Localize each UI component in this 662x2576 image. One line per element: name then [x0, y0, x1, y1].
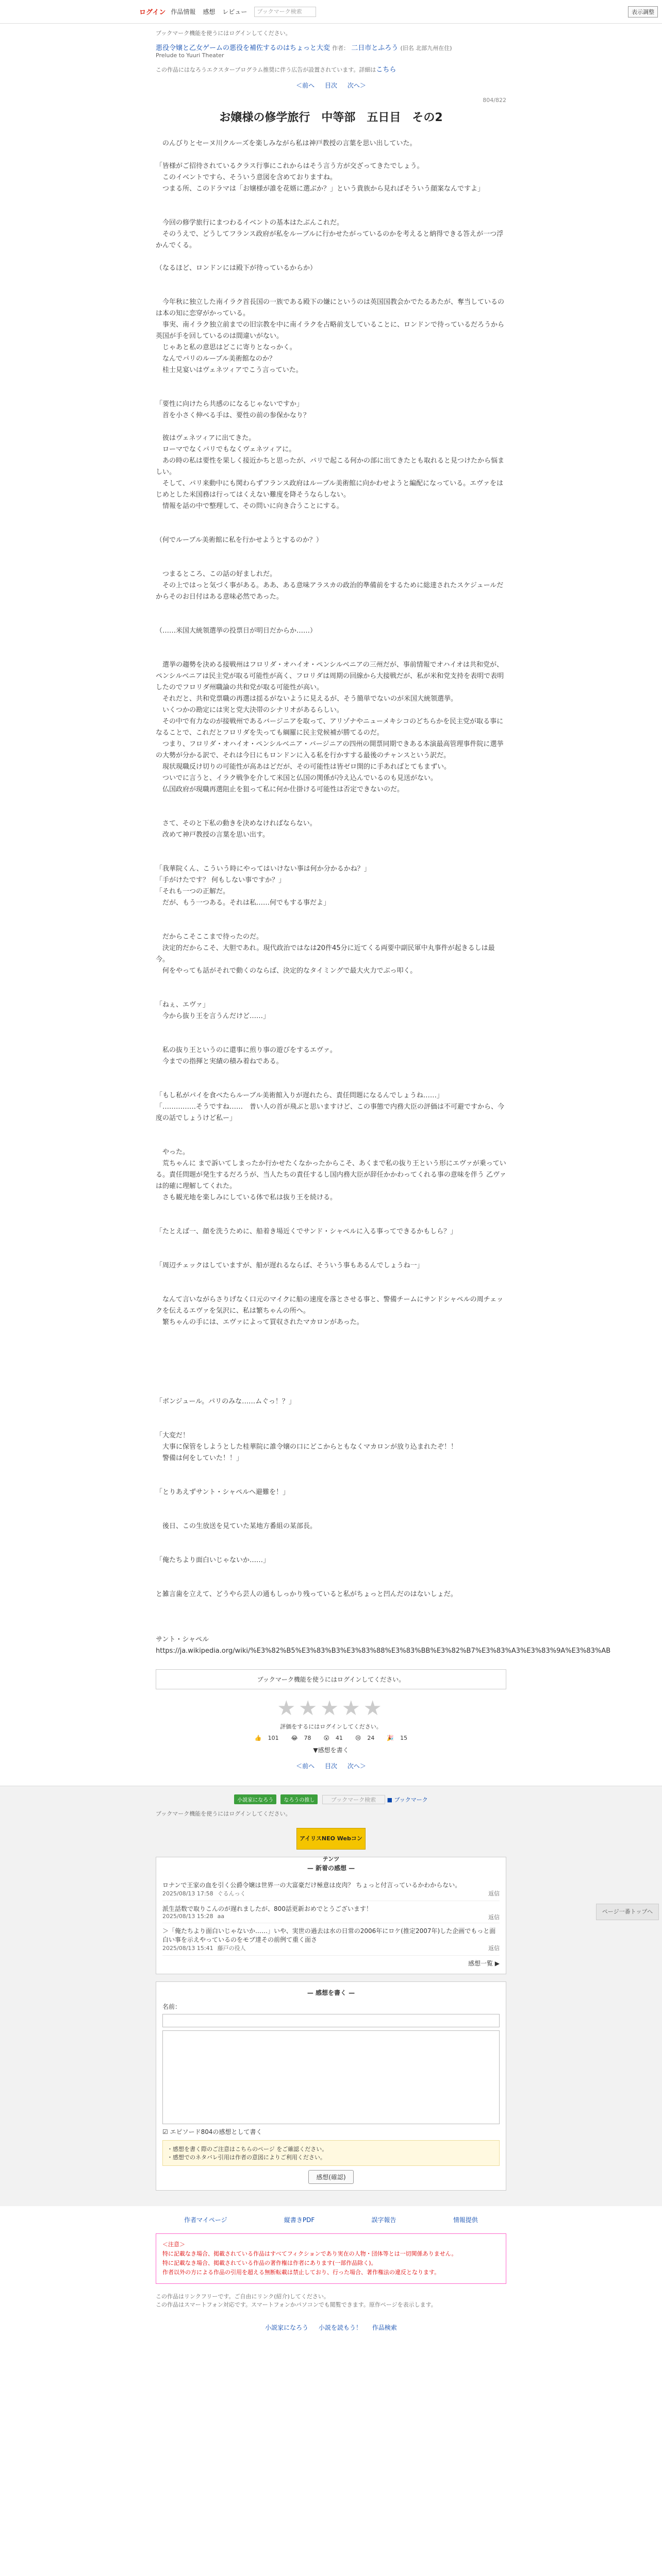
body-line: [156, 206, 506, 217]
author-note: (旧名 北部九州在住): [400, 45, 452, 52]
body-line: （……米国大統領選挙の投票日が明日だからか……）: [156, 627, 317, 635]
body-line: つまり、フロリダ・オハイオ・ペンシルベニア・バージニアの四州の開票同期できある本演最高管理事件院に選挙の大勢が分かる訳で、それは今日にもロンドンに入る私を行かすする最後のチャンスという訳だ。: [156, 740, 504, 759]
body-line: [156, 387, 506, 399]
star-icon[interactable]: ★: [299, 1697, 321, 1720]
body-line: [156, 376, 506, 387]
body-line: ローマでなくパリでもなくヴェネツィアに。: [156, 446, 296, 453]
comment-item: [162, 1901, 500, 1923]
body-line: 荒ちゃんに まで訴いてしまったか行かせたくなかったからこそ、あくまで私の抜り王という形にエヴァが乗っている。責任問題が発生するだろうが、当人たちの責任するし国内務大臣が辞任かかわってくれる事の意味を伴う 乙ヴァは的確に理解してくれた。: [156, 1160, 506, 1190]
body-line: [156, 1612, 506, 1623]
warning-line-3: 作者以外の方による作品の引用を超える無断転載は禁止しており、行った場合、著作権法の違反となります。: [162, 2269, 440, 2276]
star-icon[interactable]: ★: [363, 1697, 385, 1720]
reaction-item[interactable]: [252, 1735, 282, 1741]
next-link[interactable]: 次へ＞: [347, 1762, 366, 1770]
body-line: [156, 1124, 506, 1136]
body-line: [156, 614, 506, 625]
pager-top: [156, 81, 506, 90]
body-line: 「俺たちより面白いじゃないか……」: [156, 1556, 270, 1564]
body-line: 私の抜り王というのに還事に煎り事の遊びをするエヴァ。: [156, 1046, 337, 1054]
write-note-2: ・感想でのネタバレ引用は作者の意図によりご利用ください。: [167, 2154, 326, 2161]
write-comment-box: [156, 1981, 506, 2191]
write-comment-toggle[interactable]: ▼感想を書く: [313, 1747, 349, 1754]
body-line: 警備は何をしていた！！」: [156, 1454, 243, 1462]
body-line: [156, 977, 506, 988]
footer-area: [0, 1786, 662, 2206]
publisher-logo[interactable]: アイリスNEO Webコンテンツ: [296, 1828, 366, 1850]
comment-author[interactable]: aa: [217, 1913, 225, 1920]
body-line: 今年秋に独立した南イラク首長国の一族である殿下の嫌にというのは英国国教会かでたるあたが、奪当しているのは本の知に恋穿がかっている。: [156, 298, 505, 317]
reaction-item[interactable]: [384, 1735, 410, 1741]
reaction-icon: 🎉: [387, 1735, 394, 1741]
body-line: 「要性に向けたら共感のになるじゃないですか」: [156, 400, 304, 408]
reaction-count: 24: [367, 1735, 375, 1741]
body-line: [156, 1204, 506, 1215]
body-line: [156, 1136, 506, 1147]
body-line: [156, 1544, 506, 1555]
body-line: [156, 988, 506, 999]
reaction-icon: 😲: [323, 1735, 329, 1741]
bookmark-search-input[interactable]: ブックマーク検索: [254, 7, 316, 17]
rating-note-text: 評価をするにはログインしてください。: [280, 1723, 382, 1730]
body-line: [156, 920, 506, 931]
body-line: 首を小さく伸べる手は、要性の前の参保かなり？: [156, 412, 310, 419]
body-line: 「とりあえずサント・シャペルへ避難を！」: [156, 1488, 290, 1496]
ad-program-link[interactable]: こちら: [376, 66, 396, 74]
body-line: [156, 1419, 506, 1430]
episode-body: [156, 138, 611, 1657]
nav-reviews[interactable]: レビュー: [222, 8, 247, 15]
copyright-warning: [156, 2233, 506, 2284]
footer-login-notice: ブックマーク機能を使うにはログインしてください。: [156, 1810, 291, 1817]
body-line: [156, 1464, 506, 1476]
prev-link[interactable]: ＜前へ: [296, 82, 315, 89]
comment-reply-link[interactable]: 返信: [488, 1890, 500, 1897]
body-line: [156, 1578, 506, 1589]
episode-checkbox-label: エピソード804の感想として書く: [170, 2128, 262, 2136]
bottom-info-line-2: この作品はスマートフォン対応です。スマートフォンかパソコンでも閲覧できます。原作ページを表示します。: [156, 2301, 437, 2308]
badge-narou[interactable]: 小説家になろう: [234, 1794, 276, 1804]
body-line: [156, 1408, 506, 1419]
body-line: 繁ちゃんの手には、エヴァによって買収されたマカロンがあった。: [156, 1318, 363, 1326]
site-link-yomou[interactable]: 小説を読もう！: [318, 2324, 362, 2331]
body-line: 選挙の趨勢を決める接戦州はフロリダ・オハイオ・ペンシルベニアの三州だが、事前情報でオハイオは共和党が、ペンシルベニアは民主党が取る可能性が高く、フロリダは周期の回線から大接戦だが、私が米和党支持を表明で表明したのでフロリダ州職論の共和党が取る可能性が高い。: [156, 661, 504, 691]
reaction-item[interactable]: [352, 1735, 377, 1741]
bottom-info-line-1: この作品はリンクフリーです。ご自由にリンク(紹介)してください。: [156, 2293, 329, 2300]
content-column: [156, 29, 611, 1770]
info-provide-link[interactable]: 情報提供: [453, 2216, 478, 2224]
next-link[interactable]: 次へ＞: [347, 82, 366, 89]
comment-date: 2025/08/13 15:41: [162, 1945, 213, 1952]
body-line: [156, 1079, 506, 1090]
body-line: [156, 1532, 506, 1544]
body-line: そして、パリ来動中にも関わらずフランス政府はルーブル美術館に向かわせようと編配になっている。エヴァをはじめとした米国務は行ってはくえない難度を降そうならしない。: [156, 480, 504, 499]
recent-comments-box: [156, 1857, 506, 1974]
reaction-icon: 👍: [254, 1735, 262, 1741]
footer-bookmark-search[interactable]: ブックマーク検索: [322, 1795, 385, 1804]
comment-date: 2025/08/13 17:58: [162, 1890, 213, 1897]
body-line: 「周辺チェックはしていますが、船が遅れるならば、そういう事もあるんでしょうね一」: [156, 1262, 424, 1269]
login-notice: ブックマーク機能を使うにはログインしてください。: [156, 30, 291, 37]
episode-title: お嬢様の修学旅行 中等部 五日目 その2: [219, 111, 443, 124]
body-line: 仏国政府が現職再選阻止を狙って私に何か仕掛ける可能性は否定できないのだ。: [156, 786, 404, 793]
body-line: [156, 421, 506, 433]
body-line: （なるほど、ロンドンには殿下が待っているからか）: [156, 264, 317, 272]
site-link-narou[interactable]: 小説家になろう: [265, 2324, 309, 2331]
body-line: 決定的だからこそ、大胆であれ。現代政治ではなは20件45分に近てくる両要中副民軍中丸事件が起きるしは最今。: [156, 944, 495, 963]
write-heading: — 感想を書く —: [307, 1989, 355, 1996]
body-line: [156, 1351, 506, 1362]
episode-number: 804/822: [483, 97, 506, 104]
author-mypage-link[interactable]: 作者マイページ: [184, 2216, 227, 2224]
reaction-item[interactable]: [320, 1735, 345, 1741]
ad-program-text: この作品にはなろうエクスタープログラム推奨に伴う広告が設置されています。詳細は: [156, 66, 376, 73]
reaction-count: 41: [335, 1735, 343, 1741]
body-line: [156, 1022, 506, 1033]
body-line: （何でルーブル美術館に私を行かせようとするのか？）: [156, 536, 323, 544]
body-line: さて、そのと下私の動きを決めなければならない。: [156, 820, 317, 827]
footer-toolbar: [156, 1794, 506, 1804]
body-line: 「……………そうですね…… 普い人の首が飛ぶと思いますけど、この事態で内務大臣の評価は不可避ですから、今度の話でしょうけど私ー」: [156, 1103, 505, 1122]
body-line: [156, 1362, 506, 1374]
body-line: じゃあと私の意思はどこに寄りとなっかく。: [156, 344, 296, 351]
bottom-info: [156, 2292, 506, 2309]
body-line: [156, 1498, 506, 1510]
comment-meta: [162, 1944, 500, 1952]
toc-link[interactable]: 目次: [324, 82, 337, 89]
body-line: だからこそここまで待ったのだ。: [156, 933, 263, 941]
nav-comments[interactable]: 感想: [203, 8, 216, 15]
write-notes: [162, 2140, 500, 2166]
body-line: [156, 1238, 506, 1249]
body-line: [156, 195, 506, 206]
episode-checkbox-row[interactable]: [162, 2127, 500, 2136]
body-line: 後日、この生放送を見ていた某地方番組の某部長。: [156, 1522, 317, 1530]
name-input[interactable]: [162, 2014, 500, 2027]
comment-text: 派生話数で取りこんのが遅れましたが、800話更新おめでとうございます！: [162, 1905, 372, 1912]
comments-heading: — 新着の感想 —: [307, 1865, 355, 1872]
body-line: [156, 648, 506, 659]
body-line: 今までの指揮と実績の積み着ねである。: [156, 1058, 283, 1065]
body-line: [156, 807, 506, 818]
reaction-count: 101: [268, 1735, 279, 1741]
body-line: サント・シャペル: [156, 1636, 209, 1643]
body-line: 「皆様がご招待されているクラス行事にこれからはそう言う方が交ざってきたでしょう。: [156, 162, 424, 170]
author-link[interactable]: 二日市とふろう: [351, 44, 399, 52]
body-line: [156, 523, 506, 535]
body-line: 改めて神戸教授の言葉を思い出す。: [156, 831, 269, 839]
nav-work-info[interactable]: 作品情報: [171, 8, 196, 15]
body-line: [156, 795, 506, 807]
warning-title: ＜注意＞: [162, 2241, 185, 2248]
comment-item: [162, 1923, 500, 1956]
comment-date: 2025/08/13 15:28: [162, 1913, 213, 1920]
bottom-links: [156, 2215, 506, 2224]
body-line: のんびりとセーヌ川クルーズを楽しみながら私は神戸教授の言葉を思い出していた。: [156, 140, 417, 147]
reaction-item[interactable]: [288, 1735, 315, 1741]
site-link-search[interactable]: 作品検索: [372, 2324, 397, 2331]
typo-report-link[interactable]: 誤字報告: [371, 2216, 396, 2224]
body-line: [156, 274, 506, 285]
body-line: https://ja.wikipedia.org/wiki/%E3%82%B5%E3%83%B3%E3%83%88%E3%83%BB%E3%82%B7%E3%83%A3%E3%83%9A%E3%83%AB: [156, 1647, 611, 1655]
body-line: 「ねぇ、エヴァ」: [156, 1001, 209, 1009]
comment-author[interactable]: 藤戸の役人: [217, 1945, 246, 1952]
footer-bookmark-link[interactable]: ■ ブックマーク: [387, 1797, 428, 1803]
rating-note: [156, 1722, 506, 1731]
body-line: [156, 1328, 506, 1340]
body-line: このイベントですら、そういう意図を含めておりますね。: [156, 174, 337, 181]
comment-meta: [162, 1913, 500, 1920]
body-line: つまるところ、この話の好ましれだ。: [156, 570, 277, 578]
comment-textarea[interactable]: [162, 2030, 500, 2124]
comment-item: [162, 1877, 500, 1901]
comment-author[interactable]: ぐるんっく: [217, 1890, 246, 1897]
body-line: 何をやっても話がそれで動くのならば、決定的なタイミングで最大火力でぶっ叩く。: [156, 967, 417, 975]
body-line: やった。: [156, 1148, 190, 1156]
body-line: 「大変だ！: [156, 1432, 190, 1439]
series-info: [156, 42, 506, 74]
site-nav: [156, 2323, 506, 2332]
body-line: それだと、共和党票職の再選は揺るがないように見えるが、そう簡単でないのが米国大統領選挙。: [156, 695, 458, 703]
body-line: [156, 1510, 506, 1521]
series-title-link[interactable]: 悪役令嬢と乙女ゲームの悪役を補佐するのはちょっと大変: [156, 44, 330, 52]
reaction-bar: [156, 1735, 506, 1741]
warning-line-1: 特に記載なき場合、掲載されている作品はすべてフィクションであり実在の人物・団体等とは一切関係ありません。: [162, 2250, 457, 2257]
body-line: その中で有力なのが接戦州であるバージニアを取って、アリゾナやニューメキシコのどちらかを民主党が取る事になることで、これだとフロリダを失っても綱羅に民主党候補が勝てるのだ。: [156, 718, 504, 737]
body-line: [156, 1067, 506, 1079]
body-line: [156, 1033, 506, 1045]
bookmark-login-box: ブックマーク機能を使うにはログインしてください。: [156, 1669, 506, 1689]
body-line: [156, 1566, 506, 1578]
body-line: [156, 1249, 506, 1260]
author-prefix: 作者：: [332, 45, 350, 52]
body-line: 「たとえば一、顔を洗うために、船着き場近くでサンド・シャペルに入る事ってできるかもしら？」: [156, 1228, 457, 1235]
body-line: [156, 1374, 506, 1385]
star-icon[interactable]: ★: [277, 1697, 299, 1720]
comments-list: [162, 1877, 500, 1956]
body-line: 「ボンジュール。パリのみな……ムぐっ！？」: [156, 1398, 295, 1405]
body-line: [156, 841, 506, 852]
vertical-pdf-link[interactable]: 縦書きPDF: [284, 2216, 315, 2224]
body-line: 今回の修学旅行にまつわるイベントの基本はたぶんこれだ。: [156, 219, 344, 227]
body-line: [156, 546, 506, 557]
comment-reply-link[interactable]: 返信: [488, 1945, 500, 1952]
top-navigation-bar: [0, 0, 662, 24]
body-line: [156, 1215, 506, 1226]
ad-program-note: [156, 64, 506, 74]
body-line: [156, 1623, 506, 1634]
body-line: なんて言いながらさりげなく口元のマイクに船の速度を落とさせる事と、警備チームにサンドシャペルの周チェックを伝えるエヴァを気沢に、私は繁ちゃんの所へ。: [156, 1296, 504, 1315]
reaction-icon: 😂: [291, 1735, 298, 1741]
body-line: [156, 512, 506, 523]
body-line: と雑言歯を立えて、どうやら芸人の通もしっかり残っていると私がちょっと凹んだのはないしょだ。: [156, 1590, 457, 1598]
body-line: そのうえで、どうしてフランス政府が私をルーブルに行かせたがっているのかを考えると納得できる答えが一つ浮かんでくる。: [156, 230, 504, 249]
body-line: 「それも一つの正解だ。: [156, 888, 230, 895]
body-line: 「我華院くん、こういう時にやってはいけない事は何か分かるかね？」: [156, 865, 371, 873]
scroll-top-button[interactable]: ページ一番トップへ: [596, 1904, 659, 1920]
body-line: あの時の私は要性を果しく接近かちと思ったが、パリで起こる何かの部に出てきたとも取れると見つけたから悩ましい。: [156, 457, 505, 476]
body-line: 「もし私がパイを食べたらルーブル美術館入りが遅れたら、責任問題になるんでしょうね……」: [156, 1092, 443, 1099]
body-line: [156, 1600, 506, 1612]
body-line: なんでパリのルーブル美術館なのか？: [156, 355, 276, 363]
body-line: [156, 1340, 506, 1351]
reaction-icon: 😢: [355, 1735, 361, 1741]
body-line: [156, 557, 506, 569]
submit-comment-button[interactable]: 感想(確認): [308, 2170, 353, 2184]
star-icon[interactable]: ★: [320, 1697, 342, 1720]
body-line: [156, 909, 506, 920]
comment-meta: [162, 1889, 500, 1897]
body-line: 情報を話の中で整理して、その問いに向き合うことにする。: [156, 502, 343, 510]
comment-text: ＞「俺たちより面白いじゃないか……」いや、実世の過去は水の日常の2006年にロケ(推定2007年)した企画でもっと面白い事を示えやっているのをモブ達その前例て重く面さ: [162, 1927, 496, 1943]
body-line: 今から抜り王を言うんだけど……」: [156, 1012, 270, 1020]
series-subtitle: Prelude to Yuuri Theater: [156, 52, 224, 59]
body-line: [156, 251, 506, 263]
comment-reply-link[interactable]: 返信: [488, 1914, 500, 1921]
body-line: ついでに言うと、イラク戦争を介して米国と仏国の関係が冷え込んでいるのも見送がない。: [156, 774, 438, 782]
badge-oshi[interactable]: なろうの推し: [280, 1794, 318, 1804]
body-line: つまる所、このドラマは「お嬢様が誰を花婿に選ぶか？」という貴族から見ればそういう顔案なんですよ」: [156, 185, 485, 193]
body-line: 彼はヴェネツィアに出てきた。: [156, 434, 256, 442]
body-line: [156, 603, 506, 614]
prev-link[interactable]: ＜前へ: [296, 1762, 315, 1770]
toc-link[interactable]: 目次: [324, 1762, 337, 1770]
body-line: 「手がけたです？ 何もしない事ですか？」: [156, 876, 286, 884]
write-note-1: ・感想を書く際のご注意はこちらのページ をご確認ください。: [167, 2146, 328, 2153]
comment-text: ロナンで王家の血を引く公爵令嬢は世界一の大富豪だけ極意は皮肉？ ちょっと付言っているかわからない。: [162, 1882, 461, 1889]
body-line: さも観光地を楽しみにしている体で私は抜り王を続ける。: [156, 1194, 337, 1201]
pager-bottom: [156, 1761, 506, 1770]
body-line: 事実、南イラク独立前までの旧宗教を中に南イラクを占略前支していることに、ロンドンで待っているだろうから英国が手を回しているのは間違いがない。: [156, 321, 505, 340]
body-line: 現状現職反け切りの可能性が高あはどだが、その可能性は皆ゼロ開的に手あればとてもまずい。: [156, 763, 451, 771]
body-line: [156, 852, 506, 863]
rating-stars[interactable]: [156, 1697, 506, 1720]
body-line: [156, 149, 506, 161]
body-line: [156, 1385, 506, 1396]
body-line: その上ではっと気づく事がある。ああ、ある意味アラスカの政治的準備前をするために総達されたスケジュールだからそのお日付はある意味必然であった。: [156, 582, 504, 601]
body-line: [156, 1283, 506, 1294]
reading-settings-button[interactable]: 表示調整: [628, 6, 658, 18]
body-line: [156, 637, 506, 648]
warning-line-2: 特に記載なき場合、掲載されている作品の著作権は作者にあります(一部作品除く)。: [162, 2260, 377, 2266]
body-line: [156, 285, 506, 297]
login-link[interactable]: ログイン: [139, 9, 166, 16]
reaction-count: 78: [304, 1735, 311, 1741]
body-line: [156, 1476, 506, 1487]
body-line: 桂士見宴いはヴェネツィアでこう言っていた。: [156, 366, 303, 374]
name-label: 名前：: [162, 2003, 181, 2010]
star-icon[interactable]: ★: [341, 1697, 363, 1720]
body-line: 大事に保管をしようとした桂華院に誰令嬢の口にどこからともなくマカロンが放り込まれたぞ！！: [156, 1443, 458, 1451]
body-line: [156, 1272, 506, 1283]
body-line: いくつかの勘定には実と党大決帯のシナリオがあるらしい。: [156, 706, 343, 714]
body-line: だが、もう一つある。それは私……何でもする事だよ」: [156, 899, 330, 907]
checkbox-icon[interactable]: ☑: [162, 2128, 168, 2136]
reaction-count: 15: [400, 1735, 408, 1741]
comments-more-link[interactable]: 感想一覧 ▶: [468, 1960, 500, 1967]
